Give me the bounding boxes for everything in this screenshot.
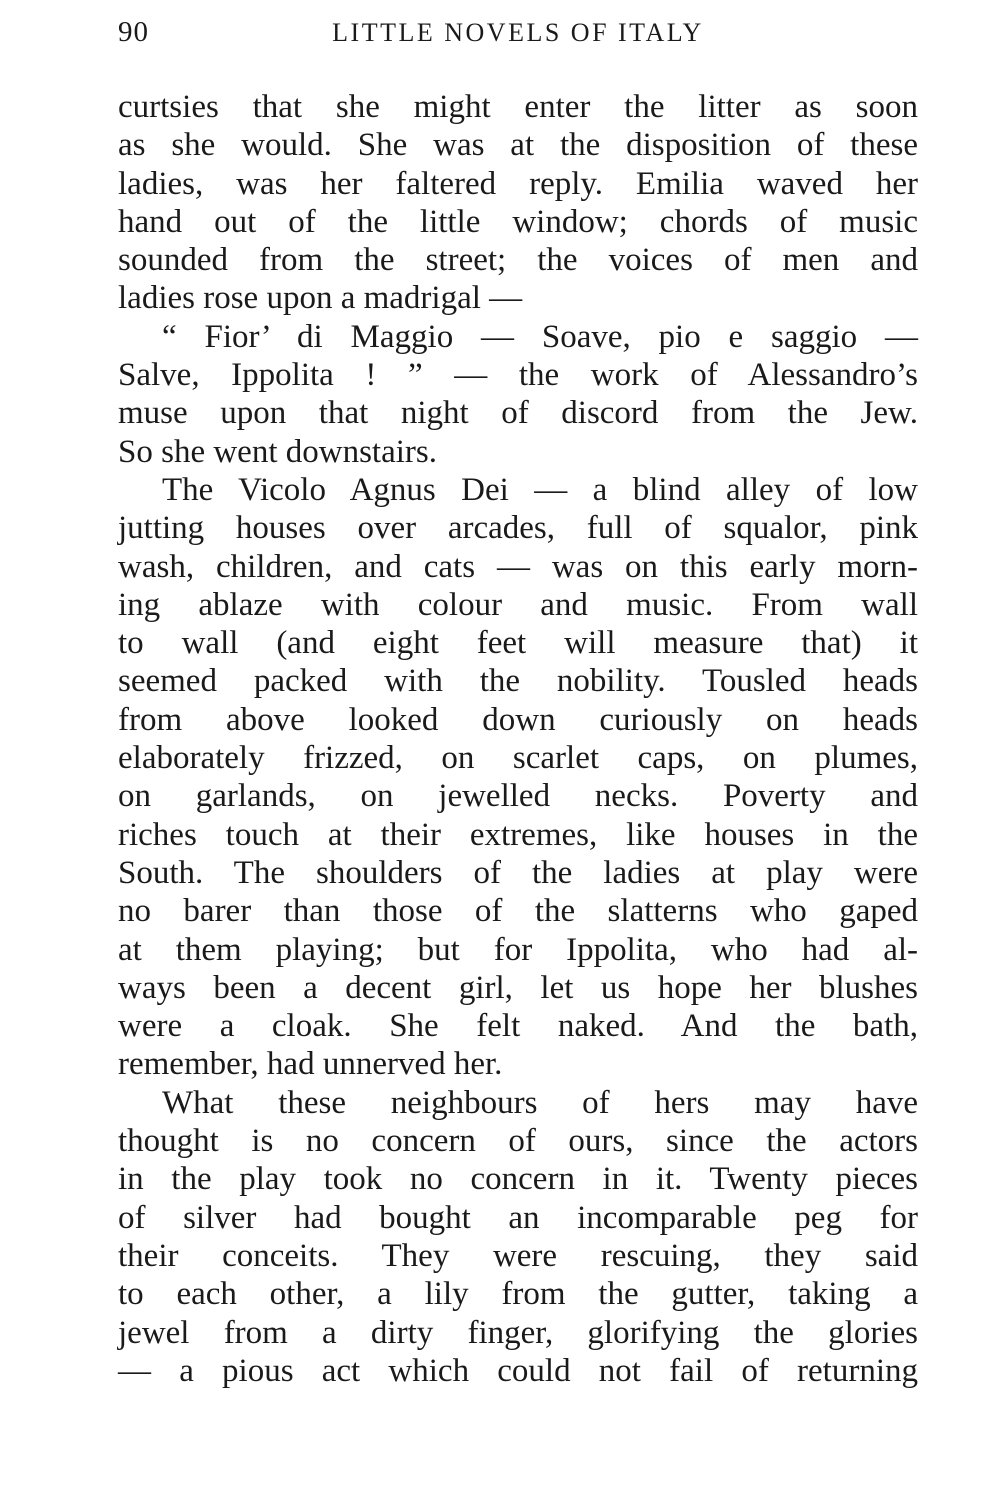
- text-line: on garlands, on jewelled necks. Poverty and: [118, 778, 918, 815]
- text-line: muse upon that night of discord from the Jew.: [118, 395, 918, 432]
- text-line: no barer than those of the slatterns who gaped: [118, 893, 918, 930]
- text-line: ladies rose upon a madrigal —: [118, 280, 523, 317]
- text-line: elaborately frizzed, on scarlet caps, on plumes,: [118, 740, 918, 777]
- text-line: So she went downstairs.: [118, 433, 437, 470]
- text-line: sounded from the street; the voices of men and: [118, 242, 918, 279]
- text-line: curtsies that she might enter the litter as soon: [118, 89, 918, 125]
- text-line: as she would. She was at the disposition of these: [118, 127, 918, 164]
- body-text: [118, 88, 918, 1390]
- text-line: What these neighbours of hers may have: [162, 1084, 918, 1121]
- text-line: Salve, Ippolita ! ” — the work of Alessandro’s: [118, 357, 918, 394]
- text-line: thought is no concern of ours, since the actors: [118, 1123, 918, 1160]
- text-line: to each other, a lily from the gutter, taking a: [118, 1276, 918, 1313]
- text-line: to wall (and eight feet will measure that) it: [118, 625, 918, 662]
- text-line: The Vicolo Agnus Dei — a blind alley of low: [162, 471, 918, 508]
- text-line: ing ablaze with colour and music. From wall: [118, 586, 918, 623]
- text-line: from above looked down curiously on heads: [118, 701, 918, 738]
- text-line: ways been a decent girl, let us hope her blushes: [118, 969, 918, 1006]
- text-line: jewel from a dirty finger, glorifying the glories: [118, 1314, 918, 1351]
- text-line: ladies, was her faltered reply. Emilia waved her: [118, 165, 918, 202]
- text-line: “ Fior’ di Maggio — Soave, pio e saggio —: [162, 318, 918, 355]
- text-line: remember, had unnerved her.: [118, 1046, 503, 1083]
- text-line: hand out of the little window; chords of music: [118, 203, 918, 240]
- text-line: were a cloak. She felt naked. And the bath,: [118, 1008, 918, 1045]
- text-line: of silver had bought an incomparable peg for: [118, 1199, 918, 1236]
- text-line: jutting houses over arcades, full of squalor, pink: [118, 510, 918, 547]
- text-line: riches touch at their extremes, like houses in the: [118, 816, 918, 853]
- page-number: 90: [118, 16, 149, 48]
- running-title: LITTLE NOVELS OF ITALY: [332, 18, 704, 47]
- text-line: wash, children, and cats — was on this early morn-: [118, 548, 918, 585]
- text-line: — a pious act which could not fail of returning: [118, 1352, 918, 1389]
- text-line: their conceits. They were rescuing, they said: [118, 1237, 918, 1274]
- text-line: seemed packed with the nobility. Tousled heads: [118, 663, 918, 700]
- text-line: at them playing; but for Ippolita, who had al-: [118, 931, 918, 968]
- text-line: South. The shoulders of the ladies at play were: [118, 854, 918, 891]
- text-line: in the play took no concern in it. Twenty pieces: [118, 1161, 918, 1198]
- running-head: [118, 16, 918, 56]
